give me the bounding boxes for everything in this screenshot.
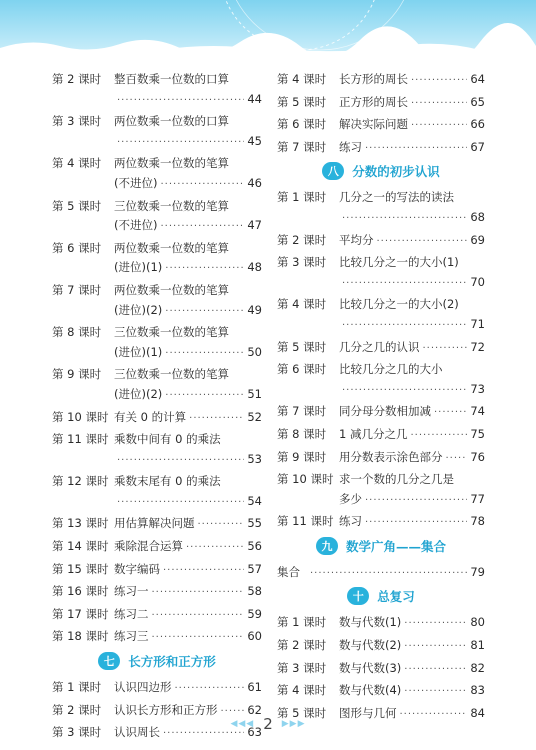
toc-entry[interactable] [277,253,485,292]
toc-entry[interactable] [277,138,485,158]
header-decoration [0,0,536,62]
page-ref: 45 [247,133,262,148]
toc-entry[interactable] [52,582,262,602]
page-ref: 67 [470,139,485,154]
leader-dots [310,564,467,584]
page-footer [0,712,536,736]
toc-entry[interactable] [277,231,485,251]
page-ref: 56 [247,539,262,554]
lesson-number: 第 5 课时 [277,339,327,354]
lesson-title: 几分之一的写法的读法 [339,190,454,205]
page-ref: 53 [247,451,262,466]
lesson-number: 第 7 课时 [277,404,327,419]
toc-entry[interactable] [277,681,485,701]
toc-right-column [277,70,485,726]
leader-dots [446,449,468,469]
toc-entry[interactable] [52,472,262,511]
next-arrows-icon: ▶▶▶ [281,719,306,729]
lesson-number: 第 3 课时 [277,255,327,270]
lesson-title: (不进位) [114,175,158,190]
toc-entry[interactable] [52,678,262,698]
leader-dots [160,175,244,195]
leader-dots [117,451,244,471]
toc-entry[interactable] [277,115,485,135]
page-ref: 44 [247,91,262,106]
leader-dots [198,515,245,535]
lesson-title: 求一个数的几分之几是 [339,472,454,487]
lesson-title: 三位数乘一位数的笔算 [114,198,229,213]
leader-dots [411,94,467,114]
toc-entry[interactable] [52,408,262,428]
page-ref: 62 [247,702,262,717]
leader-dots [411,116,467,136]
leader-dots [117,91,244,111]
leader-dots [365,491,467,511]
leader-dots [163,561,244,581]
toc-entry[interactable] [52,605,262,625]
lesson-title: 练习 [339,514,362,529]
lesson-title: (进位)(1) [114,260,163,275]
lesson-number: 第 4 课时 [277,297,327,312]
page-ref: 58 [247,584,262,599]
page-ref: 82 [470,660,485,675]
toc-entry[interactable] [277,636,485,656]
page-number: 2 [263,715,273,733]
lesson-title: 正方形的周长 [339,94,408,109]
toc-entry[interactable] [277,470,485,509]
section-heading [277,585,485,607]
toc-entry[interactable] [277,512,485,532]
toc-entry[interactable] [52,70,262,109]
lesson-number: 第 10 课时 [52,409,109,424]
lesson-title: 比较几分之一的大小(2) [339,297,459,312]
lesson-title: 用估算解决问题 [114,516,195,531]
toc-entry[interactable] [52,627,262,647]
lesson-number: 第 9 课时 [277,449,327,464]
lesson-number: 第 8 课时 [277,426,327,441]
toc-entry[interactable] [277,295,485,334]
lesson-title: 长方形的周长 [339,72,408,86]
toc-left-column [52,70,262,746]
lesson-title: 比较几分之一的大小(1) [339,255,459,270]
page-ref: 74 [470,404,485,419]
leader-dots [117,493,244,513]
section-title: 长方形和正方形 [128,654,216,670]
lesson-title: 数与代数(2) [339,638,402,653]
lesson-title: 乘除混合运算 [114,539,183,554]
lesson-title: (不进位) [114,218,158,233]
leader-dots [404,660,467,680]
lesson-title: 练习 [339,139,362,154]
lesson-title: 两位数乘一位数的口算 [114,114,229,129]
leader-dots [404,637,467,657]
page-ref: 72 [470,339,485,354]
page-ref: 46 [247,175,262,190]
leader-dots [410,426,467,446]
page-ref: 61 [247,680,262,695]
leader-dots [365,513,467,533]
lesson-title: 多少 [339,491,362,506]
page-ref: 80 [470,615,485,630]
section-heading [52,650,262,672]
page-ref: 50 [247,344,262,359]
page-ref: 60 [247,629,262,644]
leader-dots [165,344,244,364]
leader-dots [189,409,244,429]
page-ref: 75 [470,426,485,441]
lesson-number: 第 1 课时 [52,680,102,695]
leader-dots [342,381,467,401]
lesson-title: 平均分 [339,232,374,247]
section-number-badge: 十 [347,587,369,605]
lesson-title: 解决实际问题 [339,117,408,132]
leader-dots [160,217,244,237]
lesson-number: 第 8 课时 [52,325,102,340]
lesson-number: 第 10 课时 [277,472,334,487]
page-ref: 51 [247,386,262,401]
lesson-title: 整百数乘一位数的口算 [114,72,229,86]
lesson-number: 第 14 课时 [52,539,109,554]
lesson-title: 认识长方形和正方形 [114,702,218,717]
leader-dots [342,274,467,294]
lesson-title: 认识周长 [114,725,160,740]
toc-entry[interactable] [52,514,262,534]
leader-dots [152,583,245,603]
page-ref: 76 [470,449,485,464]
page-ref: 52 [247,409,262,424]
toc-entry[interactable] [277,360,485,399]
page-ref: 47 [247,218,262,233]
section-number-badge: 七 [98,652,120,670]
lesson-number: 第 4 课时 [277,683,327,698]
page-ref: 83 [470,683,485,698]
leader-dots [404,614,467,634]
page-ref: 65 [470,94,485,109]
lesson-title: 数字编码 [114,561,160,576]
lesson-number: 第 9 课时 [52,367,102,382]
lesson-title: 数与代数(1) [339,615,402,630]
toc-entry[interactable] [277,93,485,113]
toc-entry[interactable] [277,338,485,358]
leader-dots [404,682,467,702]
lesson-title: 认识四边形 [114,680,172,695]
page-ref: 73 [470,381,485,396]
toc-entry[interactable] [52,239,262,278]
lesson-number: 第 18 课时 [52,629,109,644]
section-title: 分数的初步认识 [352,164,440,180]
lesson-title: 两位数乘一位数的笔算 [114,240,229,255]
lesson-number: 第 6 课时 [277,117,327,132]
page-ref: 81 [470,638,485,653]
lesson-title: (进位)(2) [114,302,163,317]
toc-entry[interactable] [52,281,262,320]
toc-entry[interactable] [277,563,485,583]
section-heading [277,160,485,182]
lesson-number: 第 6 课时 [52,240,102,255]
section-title: 总复习 [377,589,415,605]
leader-dots [377,232,468,252]
lesson-title: (进位)(2) [114,386,163,401]
lesson-title: 数与代数(3) [339,660,402,675]
lesson-number: 第 1 课时 [277,190,327,205]
leader-dots [152,606,245,626]
section-number-badge: 九 [316,537,338,555]
lesson-number: 第 2 课时 [52,702,102,717]
lesson-title: 练习一 [114,584,149,599]
lesson-number: 第 13 课时 [52,516,109,531]
leader-dots [411,71,467,91]
lesson-title: 练习二 [114,606,149,621]
lesson-title: 练习三 [114,629,149,644]
toc-entry[interactable] [277,70,485,90]
lesson-number: 第 5 课时 [277,705,327,720]
page-ref: 57 [247,561,262,576]
leader-dots [186,538,244,558]
toc-entry[interactable] [52,537,262,557]
page-ref: 71 [470,316,485,331]
toc-entry[interactable] [277,188,485,227]
section-number-badge: 八 [322,162,344,180]
lesson-title: 1 减几分之几 [339,426,408,441]
lesson-number: 第 7 课时 [277,139,327,154]
page-ref: 68 [470,209,485,224]
toc-entry[interactable] [52,197,262,236]
lesson-number: 第 5 课时 [52,198,102,213]
lesson-title: 有关 0 的计算 [114,409,187,424]
toc-entry[interactable] [52,560,262,580]
section-heading [277,535,485,557]
prev-arrows-icon: ◀◀◀ [230,719,255,729]
toc-entry[interactable] [52,365,262,404]
cloud-wave-decoration [0,0,536,62]
toc-entry[interactable] [52,154,262,193]
lesson-title: 乘数中间有 0 的乘法 [114,432,221,447]
lesson-title: 两位数乘一位数的笔算 [114,282,229,297]
page-ref: 49 [247,302,262,317]
lesson-number: 集合 [277,564,300,579]
lesson-title: 两位数乘一位数的笔算 [114,156,229,171]
page-ref: 64 [470,72,485,86]
lesson-number: 第 3 课时 [277,660,327,675]
leader-dots [365,139,467,159]
toc-entry[interactable] [52,323,262,362]
lesson-number: 第 4 课时 [52,156,102,171]
lesson-number: 第 15 课时 [52,561,109,576]
page-ref: 48 [247,260,262,275]
lesson-title: 用分数表示涂色部分 [339,449,443,464]
page-ref: 69 [470,232,485,247]
leader-dots [117,133,244,153]
lesson-number: 第 3 课时 [52,725,102,740]
lesson-number: 第 2 课时 [52,72,102,86]
page-ref: 84 [470,705,485,720]
lesson-title: 几分之几的认识 [339,339,420,354]
toc-entry[interactable] [52,430,262,469]
toc-entry[interactable] [277,402,485,422]
lesson-title: 同分母分数相加减 [339,404,431,419]
leader-dots [423,339,468,359]
lesson-number: 第 4 课时 [277,72,327,86]
lesson-number: 第 2 课时 [277,232,327,247]
leader-dots [175,679,245,699]
leader-dots [165,302,244,322]
leader-dots [152,628,245,648]
page-ref: 78 [470,514,485,529]
lesson-title: (进位)(1) [114,344,163,359]
leader-dots [165,259,244,279]
leader-dots [342,316,467,336]
lesson-number: 第 16 课时 [52,584,109,599]
lesson-number: 第 17 课时 [52,606,109,621]
leader-dots [434,403,467,423]
page-ref: 66 [470,117,485,132]
lesson-number: 第 5 课时 [277,94,327,109]
lesson-number: 第 2 课时 [277,638,327,653]
toc-entry[interactable] [277,425,485,445]
leader-dots [342,209,467,229]
lesson-number: 第 1 课时 [277,615,327,630]
lesson-number: 第 11 课时 [277,514,334,529]
lesson-number: 第 11 课时 [52,432,109,447]
toc-entry[interactable] [277,448,485,468]
lesson-number: 第 7 课时 [52,282,102,297]
lesson-title: 乘数末尾有 0 的乘法 [114,474,221,489]
page-ref: 70 [470,274,485,289]
page-ref: 54 [247,493,262,508]
page-ref: 55 [247,516,262,531]
lesson-title: 三位数乘一位数的笔算 [114,367,229,382]
lesson-title: 比较几分之几的大小 [339,362,443,377]
page-ref: 63 [247,725,262,740]
section-title: 数学广角——集合 [345,538,446,554]
leader-dots [165,386,244,406]
lesson-number: 第 6 课时 [277,362,327,377]
page-ref: 77 [470,491,485,506]
toc-entry[interactable] [52,112,262,151]
page-ref: 59 [247,606,262,621]
toc-entry[interactable] [277,659,485,679]
lesson-title: 三位数乘一位数的笔算 [114,325,229,340]
lesson-title: 数与代数(4) [339,683,402,698]
lesson-number: 第 12 课时 [52,474,109,489]
page-ref: 79 [470,564,485,579]
lesson-title: 图形与几何 [339,705,397,720]
toc-entry[interactable] [277,613,485,633]
lesson-number: 第 3 课时 [52,114,102,129]
